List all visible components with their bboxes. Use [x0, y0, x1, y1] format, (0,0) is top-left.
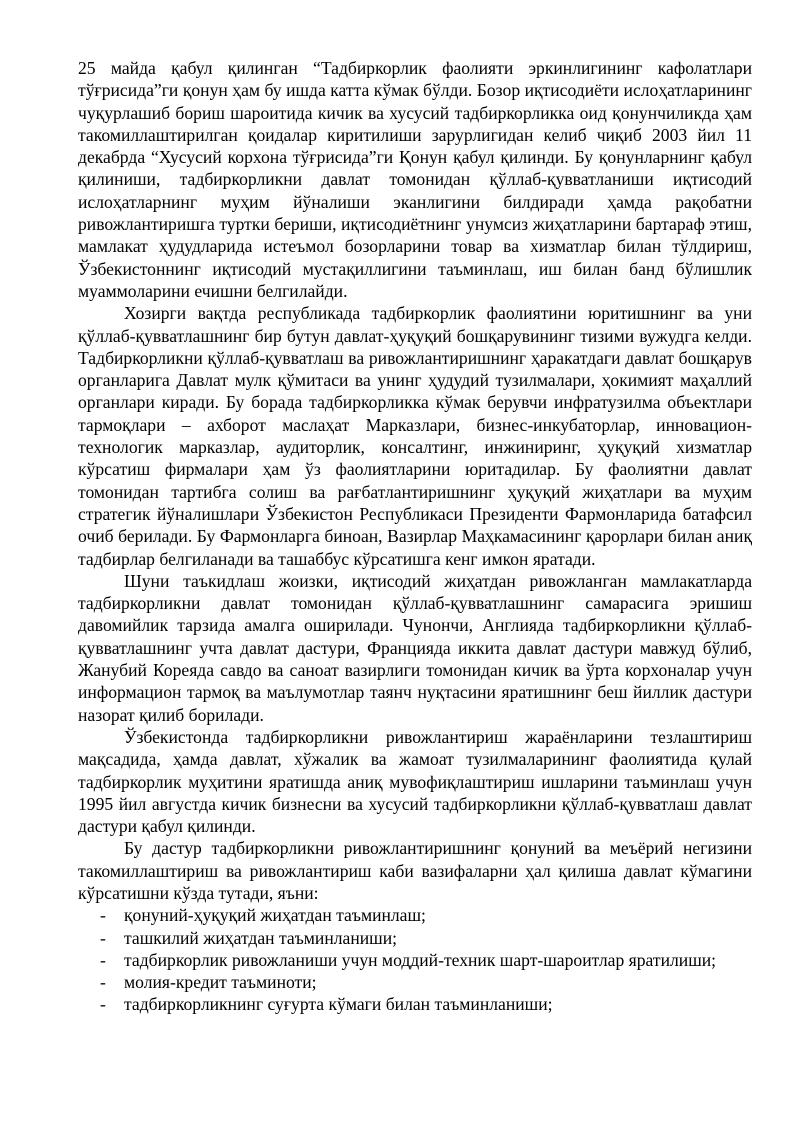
list-item-text: молия-кредит таъминоти; — [124, 972, 317, 993]
document-page — [78, 57, 752, 1016]
list-marker: - — [100, 972, 106, 993]
paragraph-3: Шуни таъкидлаш жоизки, иқтисодий жиҳатдан ривожланган мамлакатларда тадбиркорликни давлат томонидан қўллаб-қувватлашнинг самарасига эришиш давомийлик тарзида амалга оширилади. Чунончи, Англияда тадбиркорликни қўллаб-қувватлашнинг учта давлат дастури, Францияда иккита давлат дастури мавжуд бўлиб, Жанубий Кореяда савдо ва саноат вазирлиги томонидан кичик ва ўрта корхоналар учун информацион тармоқ ва маълумотлар таянч нуқтасини яратишнинг беш йиллик дастури назорат қилиб борилади. — [78, 570, 752, 725]
list-item-text: ташкилий жиҳатдан таъминланиши; — [124, 927, 398, 948]
list-marker: - — [100, 927, 106, 948]
list-item — [78, 949, 752, 971]
paragraph-2: Хозирги вақтда республикада тадбиркорлик фаолиятини юритишнинг ва уни қўллаб-қувватлашнинг бир бутун давлат-ҳуқуқий бошқарувининг тизими вужудга келди. Тадбиркорликни қўллаб-қувватлаш ва ривожлантиришнинг ҳаракатдаги давлат бошқарув органларига Давлат мулк қўмитаси ва унинг ҳудудий тузилмалари, ҳокимият маҳаллий органлари киради. Бу борада тадбиркорликка кўмак берувчи инфратузилма объектлари тармоқлари – ахборот маслаҳат Марказлари, бизнес-инкубаторлар, инновацион-технологик марказлар, аудиторлик, консалтинг, инжиниринг, ҳуқуқий хизматлар кўрсатиш фирмалари ҳам ўз фаолиятларини юритадилар. Бу фаолиятни давлат томонидан тартибга солиш ва рағбатлантиришнинг ҳуқуқий жиҳатлари ва муҳим стратегик йўналишлари Ўзбекистон Республикаси Президенти Фармонларида батафсил очиб берилади. Бу Фармонларга биноан, Вазирлар Маҳкамасининг қарорлари билан аниқ тадбирлар белгиланади ва ташаббус кўрсатишга кенг имкон яратади. — [78, 303, 752, 569]
paragraph-1: 25 майда қабул қилинган “Тадбиркорлик фаолияти эркинлигининг кафолатлари тўғрисида”ги қонун ҳам бу ишда катта кўмак бўлди. Бозор иқтисодиёти ислоҳатларининг чуқурлашиб бориш шароитида кичик ва хусусий тадбиркорликка оид қонунчиликда ҳам такомиллаштирилган қоидалар киритилиши зарурлигидан келиб чиқиб 2003 йил 11 декабрда “Хусусий корхона тўғрисида”ги Қонун қабул қилинди. Бу қонунларнинг қабул қилиниши, тадбиркорликни давлат томонидан қўллаб-қувватланиши иқтисодий ислоҳатларнинг муҳим йўналиши эканлигини билдиради ҳамда рақобатни ривожлантиришга туртки бериши, иқтисодиётнинг унумсиз жиҳатларини бартараф этиш, мамлакат ҳудудларида истеъмол бозорларини товар ва хизматлар билан тўлдириш, Ўзбекистоннинг иқтисодий мустақиллигини таъминлаш, иш билан банд бўлишлик муаммоларини ечишни белгилайди. — [78, 58, 752, 301]
list-item — [78, 971, 752, 993]
list-item — [78, 904, 752, 926]
list-item-text: тадбиркорлик ривожланиши учун моддий-техник шарт-шароитлар яратилиши; — [124, 949, 717, 970]
list-marker: - — [100, 994, 106, 1015]
list-marker: - — [100, 905, 106, 926]
list-item — [78, 993, 752, 1015]
paragraph-4: Ўзбекистонда тадбиркорликни ривожлантириш жараёнларини тезлаштириш мақсадида, ҳамда давлат, хўжалик ва жамоат тузилмаларининг фаолиятида қулай тадбиркорлик муҳитини яратишда аниқ мувофиқлаштириш ишларини таъминлаш учун 1995 йил августда кичик бизнесни ва хусусий тадбиркорликни қўллаб-қувватлаш давлат дастури қабул қилинди. — [78, 726, 752, 837]
list-item-text: қонуний-ҳуқуқий жиҳатдан таъминлаш; — [124, 905, 426, 926]
list-item — [78, 927, 752, 949]
bullet-list — [78, 904, 752, 1015]
list-marker: - — [100, 949, 106, 970]
paragraph-5: Бу дастур тадбиркорликни ривожлантиришнинг қонуний ва меъёрий негизини такомиллаштириш ва ривожлантириш каби вазифаларни ҳал қилиша давлат кўмагини кўрсатишни кўзда тутади, яъни: — [78, 838, 752, 903]
list-item-text: тадбиркорликнинг суғурта кўмаги билан таъминланиши; — [124, 994, 553, 1015]
